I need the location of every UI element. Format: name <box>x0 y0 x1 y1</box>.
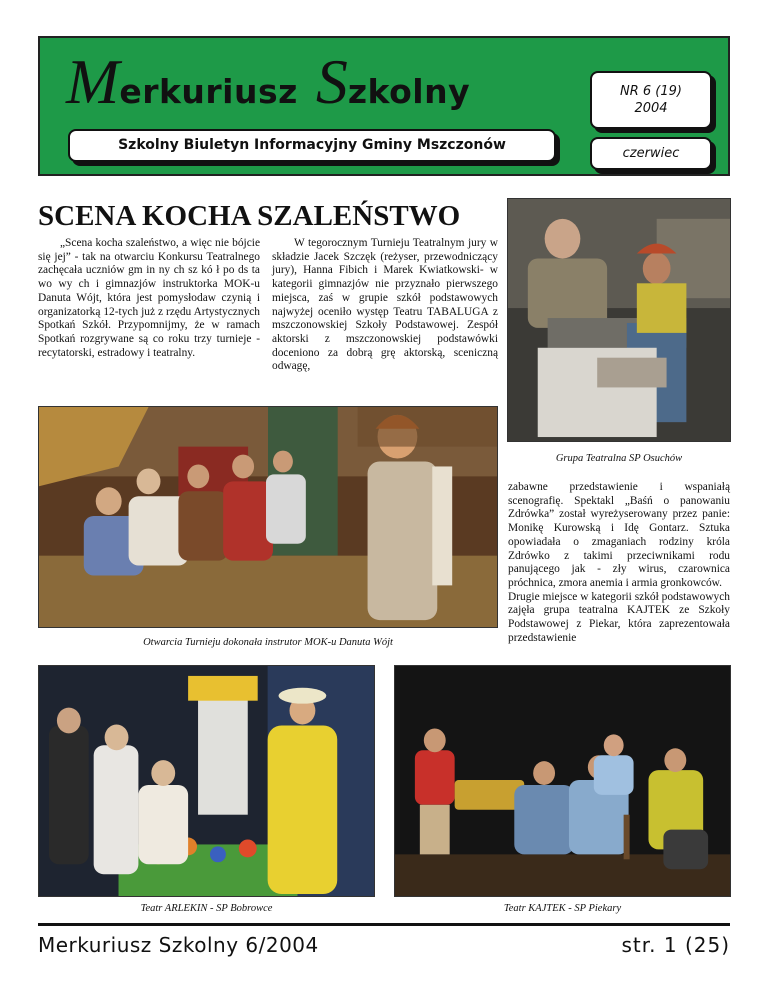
caption-photo-2: Otwarcia Turnieju dokonała instrutor MOK-u Danuta Wójt <box>143 637 393 648</box>
issue-year: 2004 <box>634 101 668 116</box>
photo-teatr-kajtek <box>394 665 731 897</box>
caption-photo-4: Teatr KAJTEK - SP Piekary <box>503 903 622 914</box>
caption-photo-3: Teatr ARLEKIN - SP Bobrowce <box>140 903 273 914</box>
title-word-2: zkolny <box>347 72 471 111</box>
article-column-1 <box>38 237 260 360</box>
photo-turniej-otwarcie <box>38 406 498 628</box>
article-column-3 <box>508 481 730 645</box>
title-word-1: erkuriusz <box>119 72 298 111</box>
photo-teatr-osuchow <box>507 198 731 442</box>
article-headline: SCENA KOCHA SZALEŃSTWO <box>38 200 461 232</box>
caption-photo-1: Grupa Teatralna SP Osuchów <box>555 453 683 464</box>
column-3-text: zabawne przedstawienie i wspaniałą scenografię. Spektakl „Baśń o panowaniu Zdrówka” został wyreżyserowany przez panie: Monikę Kurowską i Idę Gontarz. Sztuka opowiadała o zmaganiach rodziny króla Zdrówko z takimi przeciwnikami rodu panującego jak - zły wirus, czarownica próchnica, zmora anemia i armia gronkowców. <box>508 481 730 589</box>
issue-number-box <box>590 71 712 129</box>
footer-publication: Merkuriusz Szkolny 6/2004 <box>38 933 319 957</box>
masthead-subtitle: Szkolny Biuletyn Informacyjny Gminy Mszczonów <box>68 129 556 162</box>
issue-number: NR 6 (19) <box>620 84 682 99</box>
title-initial-m: M <box>66 46 120 117</box>
column-1-text: „Scena kocha szaleństwo, a więc nie bójcie się jej” - tak na otwarciu Konkursu Teatralnego zachęcała uczniów gm in ny ch sz kó ł po ds ta wo wy ch i gimnazjów instruktorka MOK-u Danuta Wójt, która jest pomysłodaw czynią i organizatorką 12-tych już z rzędu Artystycznych Spotkań Szkół. Przypomnijmy, że w ramach Spotkań rozgrywane są co roku trzy turnieje - recytatorski, estradowy i teatralny. <box>38 237 260 359</box>
masthead <box>38 36 730 176</box>
article-column-2 <box>272 237 498 374</box>
column-3-text-b: Drugie miejsce w kategorii szkół podstawowych zajęła grupa teatralna KAJTEK ze Szkoły Podstawowej z Piekar, która zaprezentowała przedstawienie <box>508 590 730 644</box>
photo-teatr-arlekin <box>38 665 375 897</box>
title-initial-s: S <box>315 46 348 117</box>
issue-month: czerwiec <box>590 137 712 170</box>
masthead-title <box>66 42 470 122</box>
column-2-text: W tegorocznym Turnieju Teatralnym jury w składzie Jacek Szczęk (reżyser, przewodniczący jury), Hanna Fibich i Marek Kwiatkowski- w kategorii gimnazjów nie przyznało pierwszego miejsca, zaś w grupie szkół podstawowych najwyżej oceniło występ Teatru TABALUGA z mszczonowskiej Szkoły Podstawowej. Zespół aktorski z mszczonowskiej podstawówki doceniono za dobrą grę aktorską, sceniczną odwagę, <box>272 237 498 373</box>
footer-rule <box>38 923 730 926</box>
footer-page-number: str. 1 (25) <box>621 933 730 957</box>
